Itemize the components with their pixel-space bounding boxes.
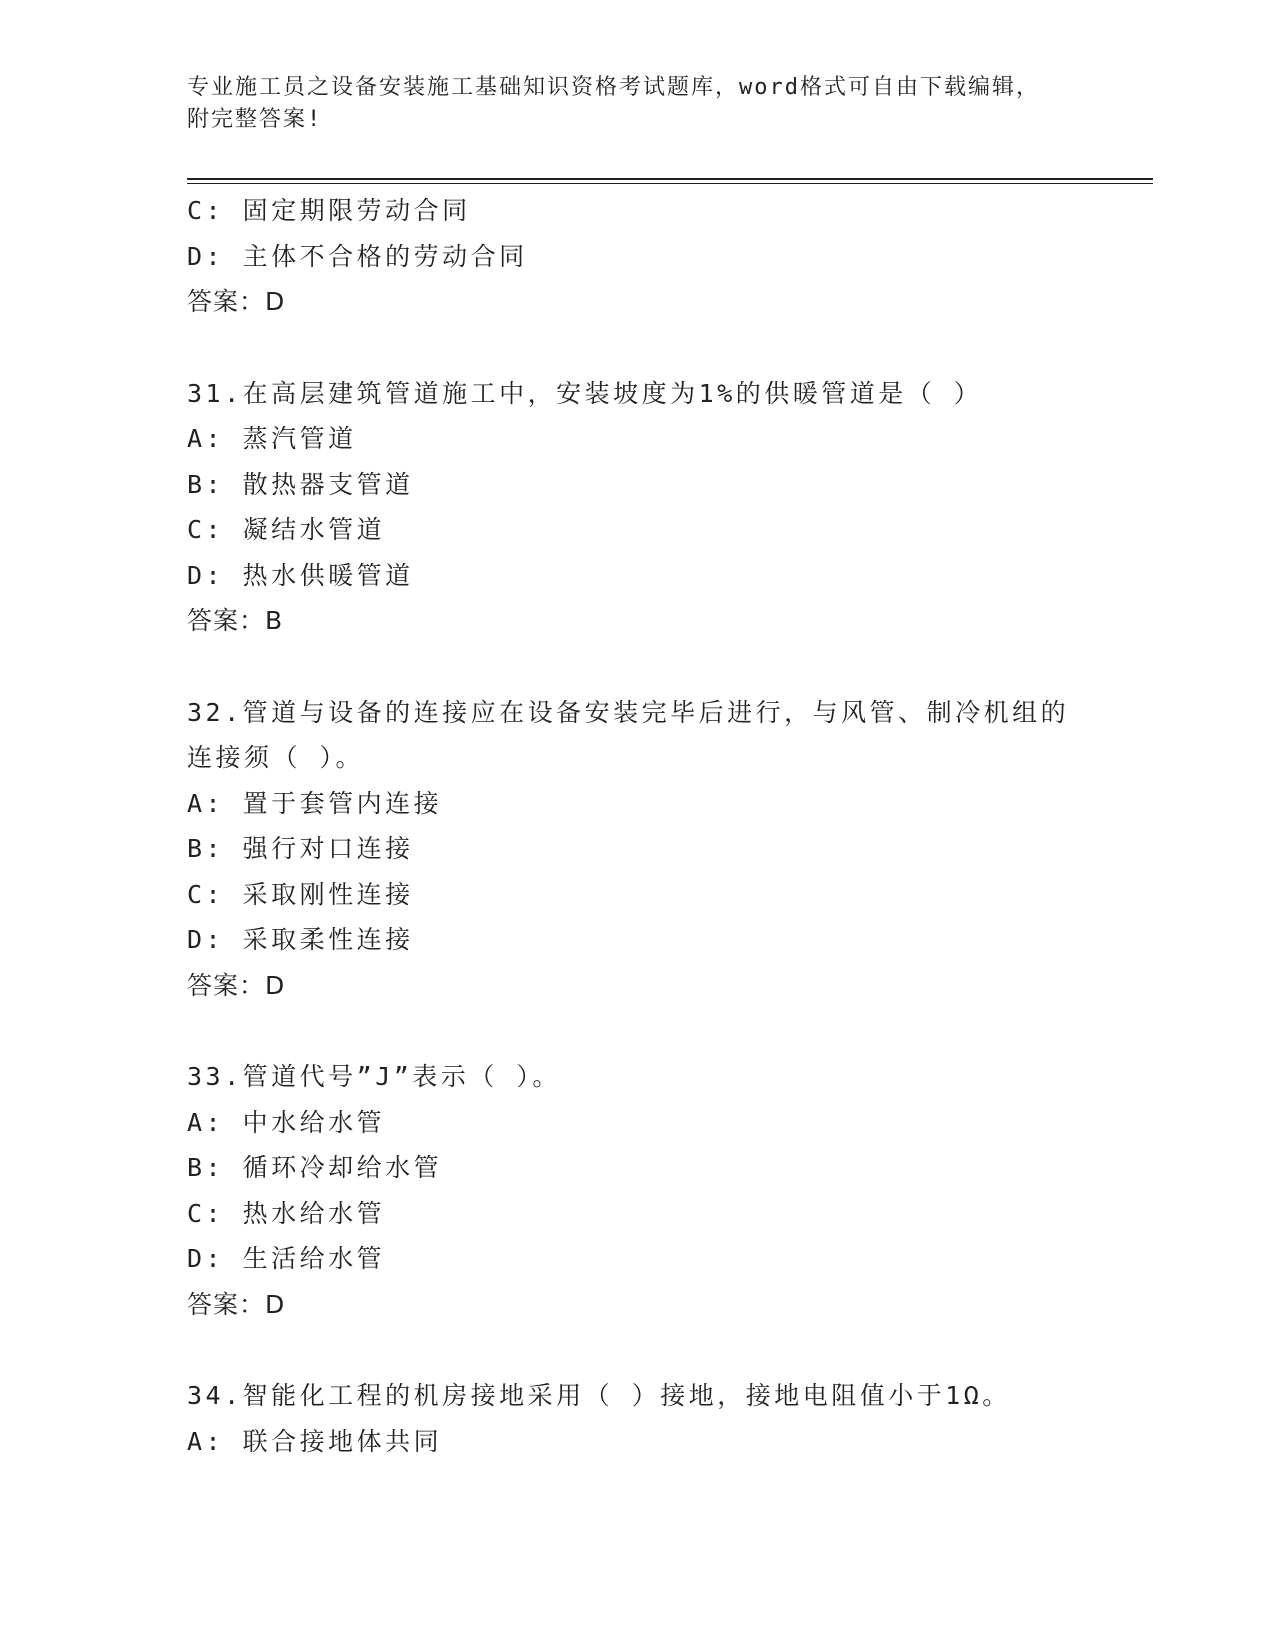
answer-value: D — [265, 287, 286, 316]
option-text: 生活给水管 — [242, 1244, 386, 1273]
question-stem-text: 智能化工程的机房接地采用（ ）接地，接地电阻值小于1Ω。 — [242, 1381, 1011, 1410]
option-b — [187, 1145, 1087, 1191]
option-text: 蒸汽管道 — [242, 424, 357, 453]
option-a — [187, 1100, 1087, 1146]
option-text: 联合接地体共同 — [242, 1426, 443, 1456]
option-text: 热水供暖管道 — [242, 560, 414, 590]
question-stem-text: 在高层建筑管道施工中，安装坡度为1%的供暖管道是（ ） — [242, 378, 983, 408]
option-b — [187, 462, 1087, 508]
option-label: D: — [187, 1244, 225, 1273]
option-text: 热水给水管 — [242, 1198, 386, 1228]
answer-label: 答案： — [187, 287, 266, 316]
option-label: B: — [187, 1153, 225, 1182]
option-a — [187, 1419, 1087, 1465]
answer-value: D — [265, 1289, 286, 1319]
document-header — [187, 72, 1067, 136]
question-stem — [187, 371, 1087, 417]
option-a — [187, 781, 1087, 827]
option-c — [187, 1191, 1087, 1237]
question-carryover — [187, 188, 1087, 325]
option-label: D: — [187, 241, 225, 271]
answer-label: 答案： — [187, 1289, 266, 1319]
option-c — [187, 188, 1087, 234]
question-33 — [187, 1054, 1087, 1327]
question-number: 32. — [187, 697, 243, 727]
answer-line — [187, 279, 1087, 325]
question-list — [187, 188, 1087, 1464]
option-text: 凝结水管道 — [242, 515, 386, 544]
option-b — [187, 826, 1087, 872]
answer-line — [187, 1282, 1087, 1328]
question-32 — [187, 690, 1087, 1009]
option-text: 强行对口连接 — [242, 834, 414, 863]
header-rule-thick — [187, 178, 1153, 180]
answer-value: D — [265, 970, 286, 1000]
option-label: A: — [187, 788, 225, 818]
option-label: C: — [187, 515, 225, 544]
question-stem-continued: 连接须（ ）。 — [187, 743, 365, 772]
question-31 — [187, 371, 1087, 644]
option-label: D: — [187, 925, 225, 954]
header-rule-thin — [187, 183, 1153, 184]
header-line-1: 专业施工员之设备安装施工基础知识资格考试题库，word格式可自由下载编辑， — [187, 75, 1040, 100]
option-text: 中水给水管 — [242, 1107, 386, 1137]
question-number: 33. — [187, 1062, 243, 1091]
question-number: 31. — [187, 378, 243, 408]
answer-value: B — [265, 606, 284, 635]
answer-line — [187, 963, 1087, 1009]
option-d — [187, 917, 1087, 963]
option-label: A: — [187, 1426, 225, 1456]
option-d — [187, 553, 1087, 599]
header-line-2: 附完整答案! — [187, 107, 323, 132]
option-label: D: — [187, 560, 225, 590]
option-label: A: — [187, 1107, 225, 1137]
option-text: 固定期限劳动合同 — [242, 196, 471, 225]
question-stem-text: 管道与设备的连接应在设备安装完毕后进行，与风管、制冷机组的 — [242, 697, 1070, 727]
option-label: B: — [187, 834, 225, 863]
option-d — [187, 234, 1087, 280]
option-label: B: — [187, 469, 225, 499]
question-stem-text: 管道代号”J”表示（ ）。 — [242, 1062, 561, 1091]
option-text: 散热器支管道 — [242, 469, 414, 499]
question-number: 34. — [187, 1381, 243, 1410]
option-text: 置于套管内连接 — [242, 788, 443, 818]
question-stem — [187, 690, 1087, 736]
option-c — [187, 507, 1087, 553]
option-d — [187, 1236, 1087, 1282]
option-text: 循环冷却给水管 — [242, 1153, 443, 1182]
option-text: 采取柔性连接 — [242, 925, 414, 954]
option-a — [187, 416, 1087, 462]
answer-label: 答案： — [187, 970, 266, 1000]
option-label: C: — [187, 1198, 225, 1228]
option-label: A: — [187, 424, 225, 453]
option-label: C: — [187, 196, 225, 225]
option-text: 采取刚性连接 — [242, 879, 414, 909]
question-stem — [187, 1373, 1087, 1419]
question-stem — [187, 1054, 1087, 1100]
option-c — [187, 872, 1087, 918]
question-34 — [187, 1373, 1087, 1464]
option-text: 主体不合格的劳动合同 — [242, 241, 528, 271]
answer-label: 答案： — [187, 606, 266, 635]
answer-line — [187, 598, 1087, 644]
option-label: C: — [187, 879, 225, 909]
